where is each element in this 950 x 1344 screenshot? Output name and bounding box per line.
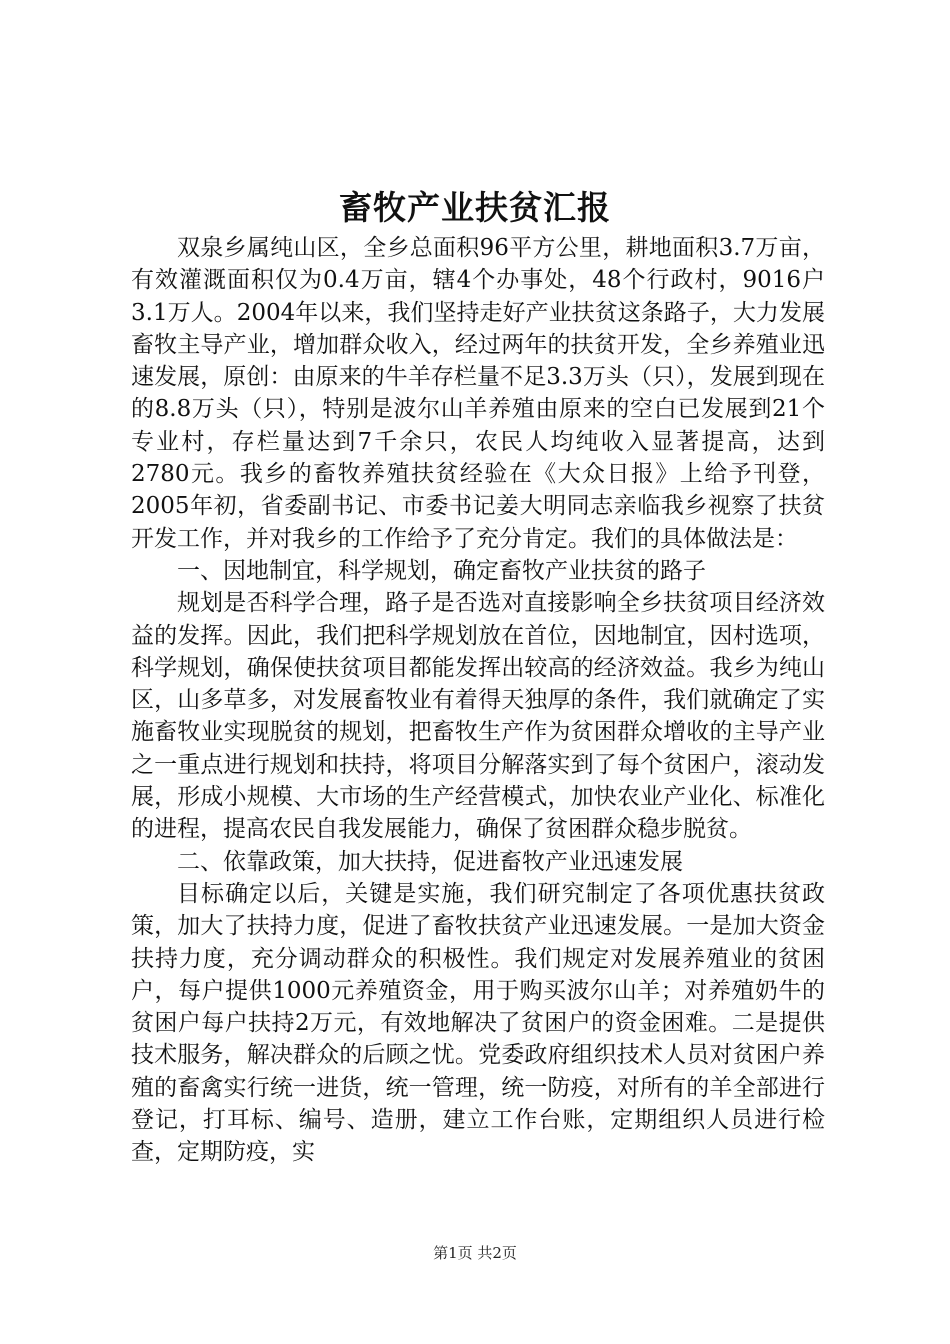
- section-heading-2: 二、依靠政策，加大扶持，促进畜牧产业迅速发展: [177, 848, 683, 875]
- paragraph-intro: 双泉乡属纯山区，全乡总面积96平方公里，耕地面积3.7万亩，有效灌溉面积仅为0.4万亩，辖4个办事处，48个行政村，9016户3.1万人。2004年以来，我们坚持走好产业扶贫这条路子，大力发展畜牧主导产业，增加群众收入，经过两年的扶贫开发，全乡养殖业迅速发展，原创：由原来的牛羊存栏量不足3.3万头（只），发展到现在的8.8万头（只），特别是波尔山羊养殖由原来的空白已发展到21个专业村，存栏量达到7千余只，农民人均纯收入显著提高，达到2780元。我乡的畜牧养殖扶贫经验在《大众日报》上给予刊登，2005年初，省委副书记、市委书记姜大明同志亲临我乡视察了扶贫开发工作，并对我乡的工作给予了充分肯定。我们的具体做法是：: [131, 235, 825, 552]
- paragraph-section-2: 目标确定以后，关键是实施，我们研究制定了各项优惠扶贫政策，加大了扶持力度，促进了畜牧扶贫产业迅速发展。一是加大资金扶持力度，充分调动群众的积极性。我们规定对发展养殖业的贫困户，每户提供1000元养殖资金，用于购买波尔山羊；对养殖奶牛的贫困户每户扶持2万元，有效地解决了贫困户的资金困难。二是提供技术服务，解决群众的后顾之忧。党委政府组织技术人员对贫困户养殖的畜禽实行统一进货，统一管理，统一防疫，对所有的羊全部进行登记，打耳标、编号、造册，建立工作台账，定期组织人员进行检查，定期防疫，实: [131, 880, 825, 1166]
- paragraph-section-1: 规划是否科学合理，路子是否选对直接影响全乡扶贫项目经济效益的发挥。因此，我们把科学规划放在首位，因地制宜，因村选项，科学规划，确保使扶贫项目都能发挥出较高的经济效益。我乡为纯山区，山多草多，对发展畜牧业有着得天独厚的条件，我们就确定了实施畜牧业实现脱贫的规划，把畜牧生产作为贫困群众增收的主导产业之一重点进行规划和扶持，将项目分解落实到了每个贫困户，滚动发展，形成小规模、大市场的生产经营模式，加快农业产业化、标准化的进程，提高农民自我发展能力，确保了贫困群众稳步脱贫。: [131, 590, 825, 843]
- page-footer: 第1页 共2页: [433, 1244, 517, 1262]
- document-body: [131, 232, 825, 1169]
- section-heading-1: 一、因地制宜，科学规划，确定畜牧产业扶贫的路子: [177, 557, 706, 584]
- page-title: 畜牧产业扶贫汇报: [339, 188, 611, 227]
